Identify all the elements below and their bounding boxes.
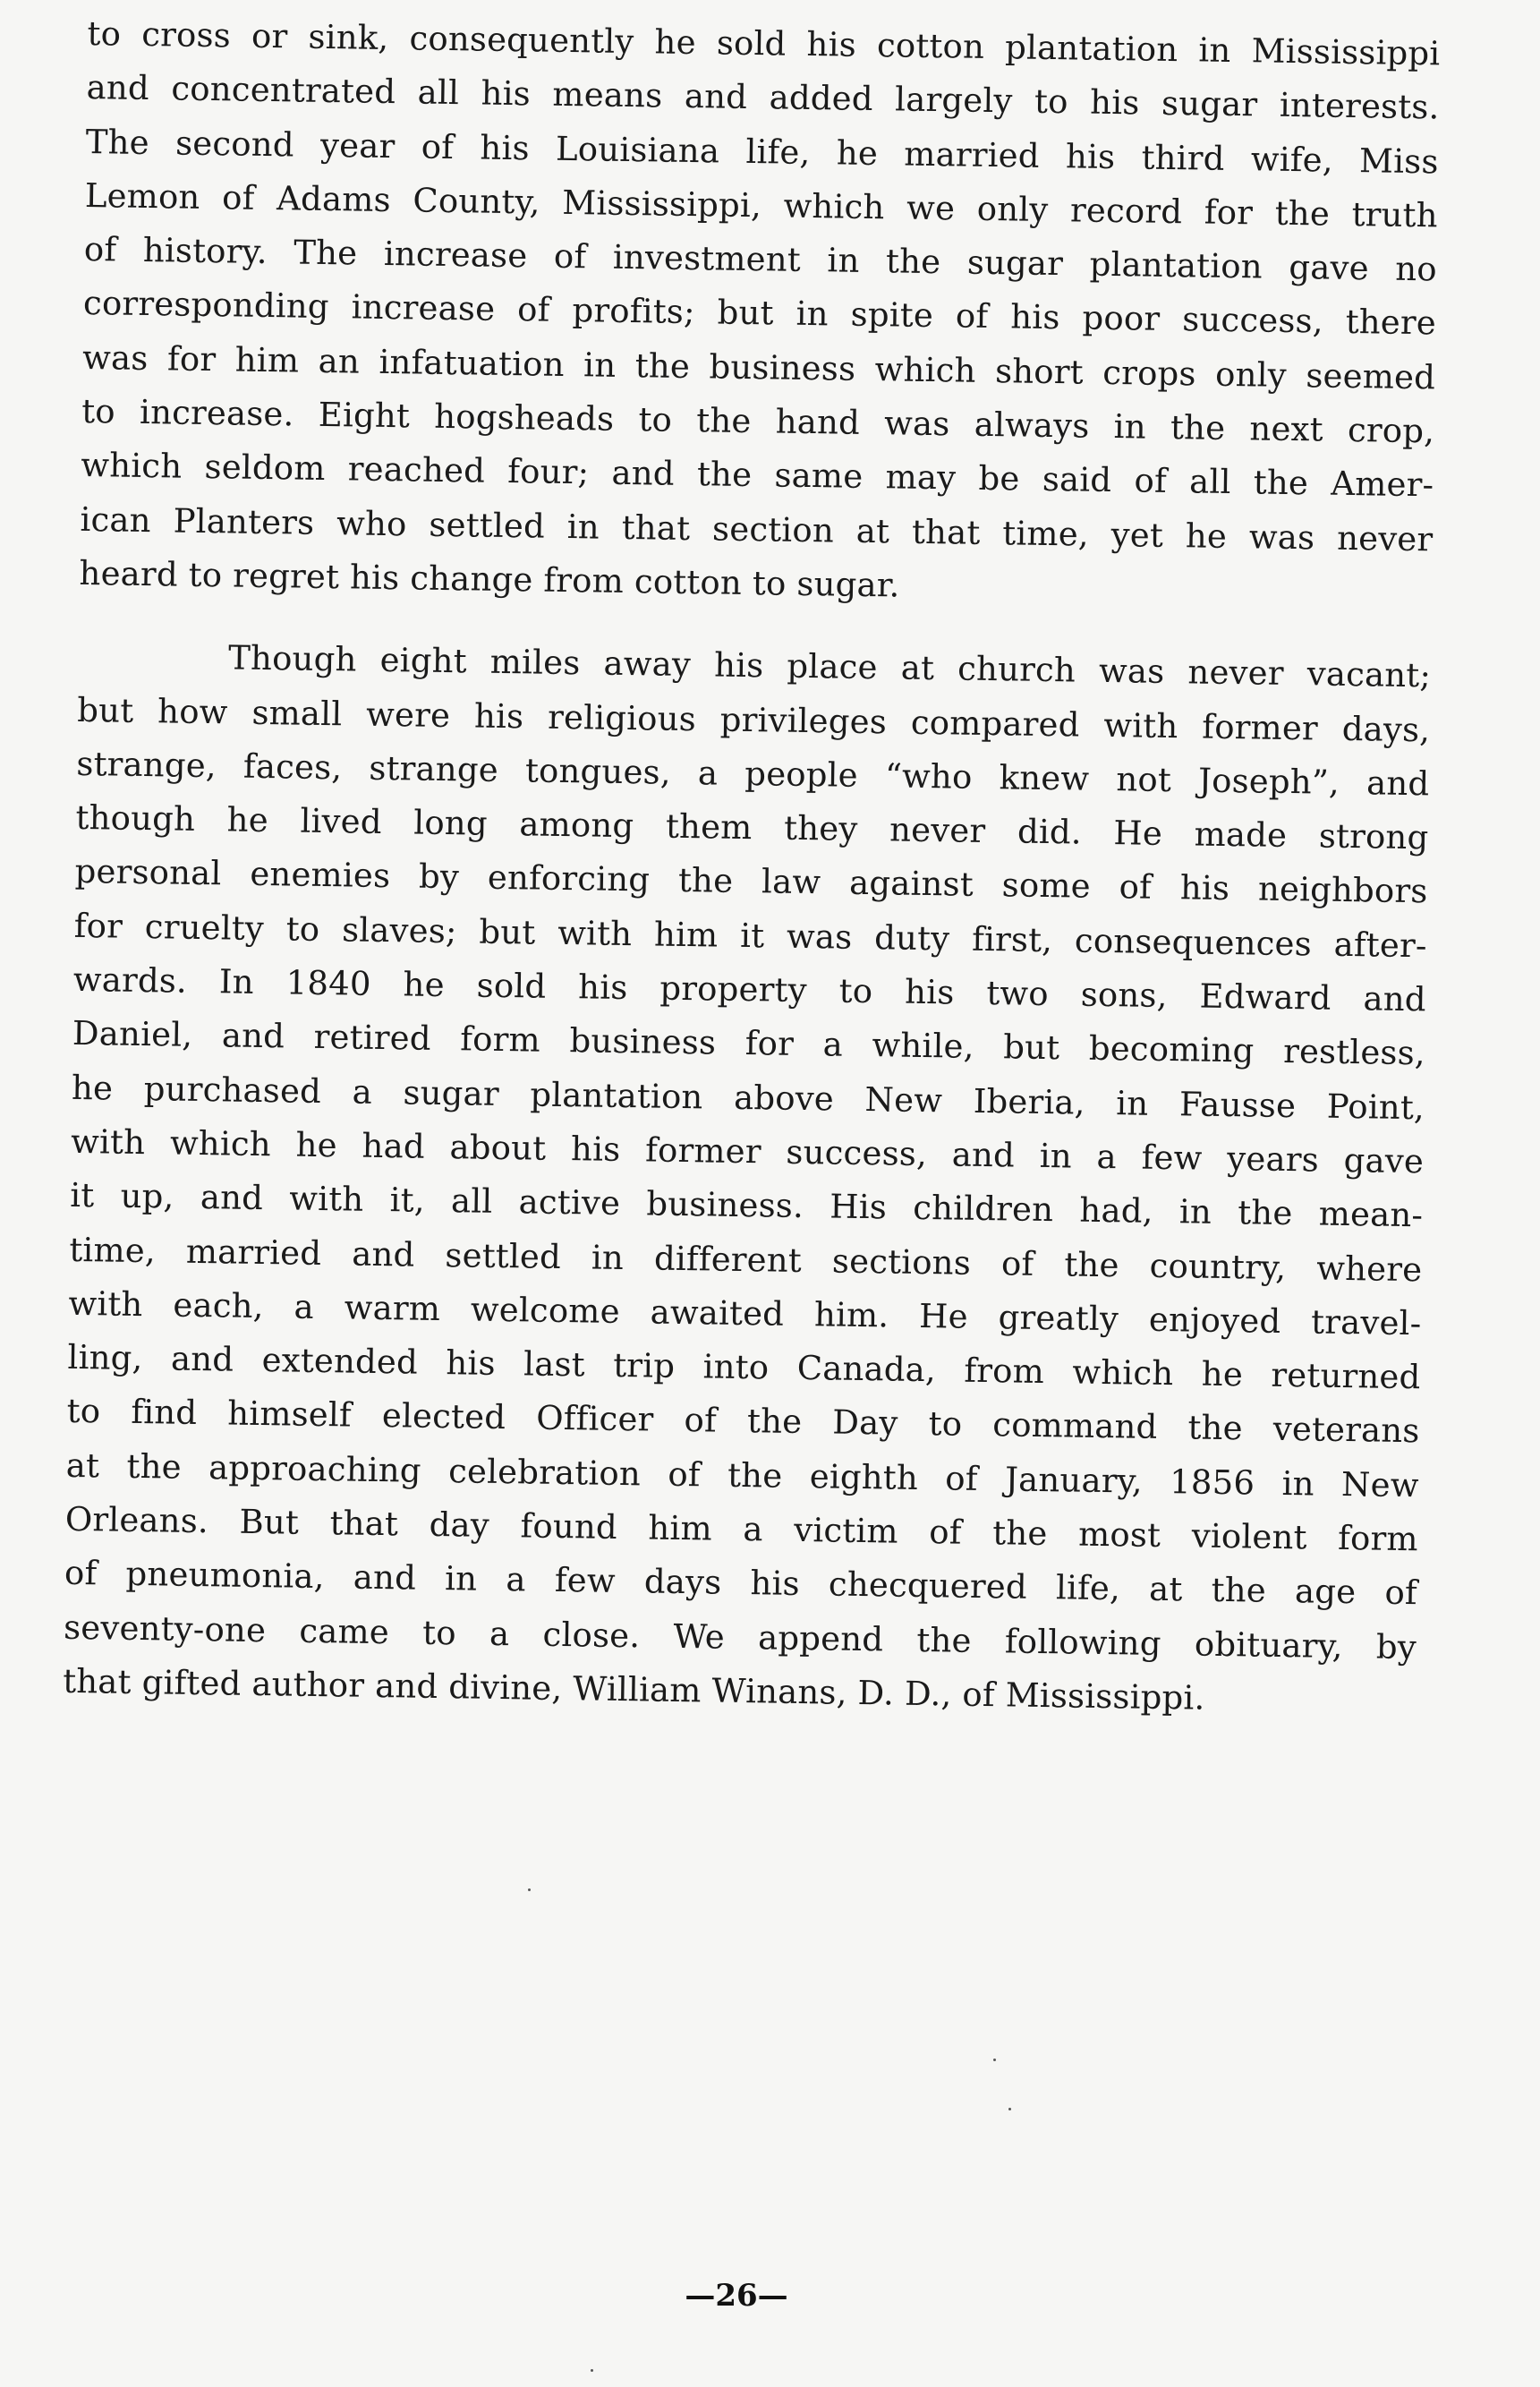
paper-speck <box>591 2369 593 2372</box>
page-number: —26— <box>685 2278 788 2314</box>
text-line: with each, a warm welcome awaited him. He greatly enjoyed travel- <box>68 1283 1422 1343</box>
text-line: seventy-one came to a close. We append the following obituary, by <box>63 1607 1417 1667</box>
text-line: though he lived long among them they never did. He made strong <box>75 798 1429 857</box>
text-line: corresponding increase of profits; but in spite of his poor success, there <box>82 284 1437 343</box>
text-line: The second year of his Louisiana life, he married his third wife, Miss <box>85 122 1439 182</box>
text-line: Lemon of Adams County, Mississippi, which we only record for the truth <box>84 175 1439 235</box>
text-line: but how small were his religious privileges compared with former days, <box>77 690 1431 749</box>
text-line: was for him an infatuation in the business which short crops only seemed <box>81 337 1436 397</box>
text-line: which seldom reached four; and the same may be said of all the Amer- <box>81 446 1434 505</box>
text-line: personal enemies by enforcing the law against some of his neighbors <box>74 852 1428 911</box>
text-line: Though eight miles away his place at church was never vacant; <box>227 638 1432 695</box>
paper-speck <box>1008 2108 1011 2110</box>
text-line: Daniel, and retired form business for a while, but becoming restless, <box>72 1014 1426 1073</box>
text-line: to cross or sink, consequently he sold his cotton plantation in Mississippi <box>87 13 1441 73</box>
text-line: of history. The increase of investment in the sugar plantation gave no <box>83 230 1438 289</box>
text-line: wards. In 1840 he sold his property to his two sons, Edward and <box>72 959 1427 1019</box>
text-line: for cruelty to slaves; but with him it was duty first, consequences after- <box>73 906 1427 966</box>
text-line: heard to regret his change from cotton to sugar. <box>79 553 900 605</box>
text-line: strange, faces, strange tongues, a people “who knew not Joseph”, and <box>76 744 1430 804</box>
paragraph-2 <box>63 629 1432 1728</box>
text-line: and concentrated all his means and added largely to his sugar interests. <box>86 68 1440 127</box>
text-line: of pneumonia, and in a few days his checquered life, at the age of <box>64 1554 1418 1613</box>
text-line: that gifted author and divine, William Winans, D. D., of Mississippi. <box>62 1661 1205 1718</box>
text-line: to increase. Eight hogsheads to the hand was always in the next crop, <box>81 392 1435 451</box>
text-line: with which he had about his former success, and in a few years gave <box>70 1121 1425 1181</box>
text-line: Orleans. But that day found him a victim of the most violent form <box>64 1499 1419 1559</box>
text-line: ling, and extended his last trip into Canada, from which he returned <box>67 1337 1421 1397</box>
text-line: time, married and settled in different sections of the country, where <box>69 1230 1423 1289</box>
body-text <box>63 7 1441 1728</box>
paper-speck <box>993 2059 996 2061</box>
paragraph-1 <box>79 7 1441 621</box>
paper-speck <box>528 1888 531 1891</box>
text-line: he purchased a sugar plantation above New Iberia, in Fausse Point, <box>71 1068 1425 1127</box>
text-line: it up, and with it, all active business. His children had, in the mean- <box>69 1176 1424 1235</box>
text-line: at the approaching celebration of the eighth of January, 1856 in New <box>65 1445 1419 1505</box>
text-line: ican Planters who settled in that section at that time, yet he was never <box>80 499 1434 559</box>
text-line: to find himself elected Officer of the Day to command the veterans <box>66 1392 1420 1451</box>
